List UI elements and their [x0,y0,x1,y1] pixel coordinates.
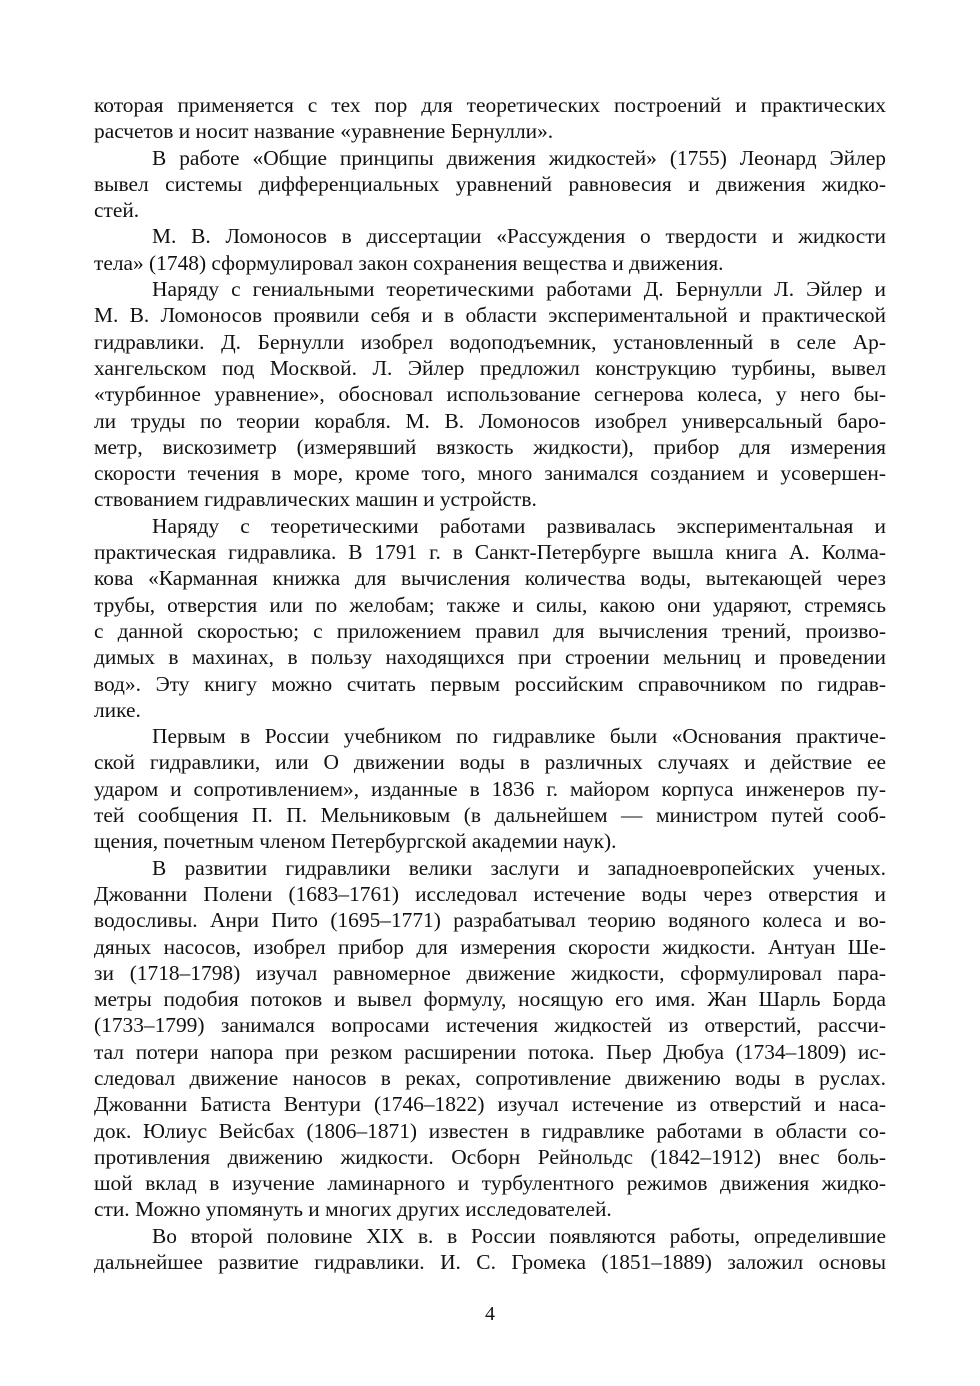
text-line: М. В. Ломоносов проявили себя и в области экспериментальной и практической [94,303,886,328]
text-line: вывел системы дифференциальных уравнений равновесия и движения жидко- [94,171,886,196]
text-line: тей сообщения П. П. Мельниковым (в дальнейшем — министром путей сооб- [94,803,886,828]
text-line: док. Юлиус Вейсбах (1806–1871) известен в гидравлике работами в области со- [94,1118,886,1143]
text-line: зи (1718–1798) изучал равномерное движение жидкости, сформулировал пара- [94,960,886,985]
text-line: ствованием гидравлических машин и устройств. [94,487,537,512]
text-line: расчетов и носит название «уравнение Бернулли». [94,119,554,144]
text-line: с данной скоростью; с приложением правил для вычисления трений, произво- [94,618,886,643]
text-line: Джованни Полени (1683–1761) исследовал истечение воды через отверстия и [94,881,886,906]
paragraph [94,855,886,1223]
text-line: В работе «Общие принципы движения жидкостей» (1755) Леонард Эйлер [152,145,886,170]
paragraph [94,513,886,723]
text-line: димых в махинах, в пользу находящихся при строении мельниц и проведении [94,645,886,670]
text-line: ударом и сопротивлением», изданные в 1836 г. майором корпуса инженеров пу- [94,776,886,801]
text-line: водосливы. Анри Пито (1695–1771) разрабатывал теорию водяного колеса и во- [94,908,886,933]
text-line: Первым в России учебником по гидравлике были «Основания практиче- [152,724,886,749]
paragraph [94,92,886,145]
text-line: «турбинное уравнение», обосновал использование сегнерова колеса, у него бы- [94,382,886,407]
document-page [94,92,886,1275]
text-line: трубы, отверстия или по желобам; также и силы, какою они ударяют, стремясь [94,592,886,617]
text-line: дальнейшее развитие гидравлики. И. С. Громека (1851–1889) заложил основы [94,1250,886,1275]
text-line: гидравлики. Д. Бернулли изобрел водоподъемник, установленный в селе Ар- [94,329,886,354]
text-line: метр, вискозиметр (измерявший вязкость жидкости), прибор для измерения [94,434,886,459]
text-line: практическая гидравлика. В 1791 г. в Санкт-Петербурге вышла книга А. Колма- [94,540,886,565]
text-line: скорости течения в море, кроме того, много занимался созданием и усовершен- [94,461,886,486]
text-line: тела» (1748) сформулировал закон сохранения вещества и движения. [94,250,724,275]
text-line: щения, почетным членом Петербургской академии наук). [94,829,617,854]
text-line: Джованни Батиста Вентури (1746–1822) изучал истечение из отверстий и наса- [94,1092,886,1117]
text-line: ли труды по теории корабля. М. В. Ломоносов изобрел универсальный баро- [94,408,886,433]
text-line: кова «Карманная книжка для вычисления количества воды, вытекающей через [94,566,886,591]
text-line: дяных насосов, изобрел прибор для измерения скорости жидкости. Антуан Ше- [94,934,886,959]
text-line: Во второй половине XIX в. в России появляются работы, определившие [152,1223,886,1248]
paragraph [94,723,886,854]
text-line: М. В. Ломоносов в диссертации «Рассуждения о твердости и жидкости [152,224,886,249]
text-line: шой вклад в изучение ламинарного и турбулентного режимов движения жидко- [94,1171,886,1196]
text-line: В развитии гидравлики велики заслуги и западноевропейских ученых. [152,855,886,880]
text-line: хангельском под Москвой. Л. Эйлер предложил конструкцию турбины, вывел [94,355,886,380]
paragraph [94,276,886,513]
text-line: ской гидравлики, или О движении воды в различных случаях и действие ее [94,750,886,775]
text-line: Наряду с теоретическими работами развивалась экспериментальная и [152,513,886,538]
text-line: (1733–1799) занимался вопросами истечения жидкостей из отверстий, рассчи- [94,1013,886,1038]
text-line: следовал движение наносов в реках, сопротивление движению воды в руслах. [94,1065,886,1090]
text-line: вод». Эту книгу можно считать первым российским справочником по гидрав- [94,671,886,696]
paragraph [94,223,886,276]
text-line: лике. [94,697,141,722]
text-line: тал потери напора при резком расширении потока. Пьер Дюбуа (1734–1809) ис- [94,1039,886,1064]
page-number: 4 [485,1303,495,1325]
text-line: сти. Можно упомянуть и многих других исследователей. [94,1197,612,1222]
text-line: противления движению жидкости. Осборн Рейнольдс (1842–1912) внес боль- [94,1144,886,1169]
paragraph [94,1223,886,1276]
paragraph [94,145,886,224]
text-line: метры подобия потоков и вывел формулу, носящую его имя. Жан Шарль Борда [94,987,886,1012]
text-line: которая применяется с тех пор для теоретических построений и практических [94,93,886,117]
text-line: Наряду с гениальными теоретическими работами Д. Бернулли Л. Эйлер и [152,277,886,302]
text-line: стей. [94,198,140,223]
